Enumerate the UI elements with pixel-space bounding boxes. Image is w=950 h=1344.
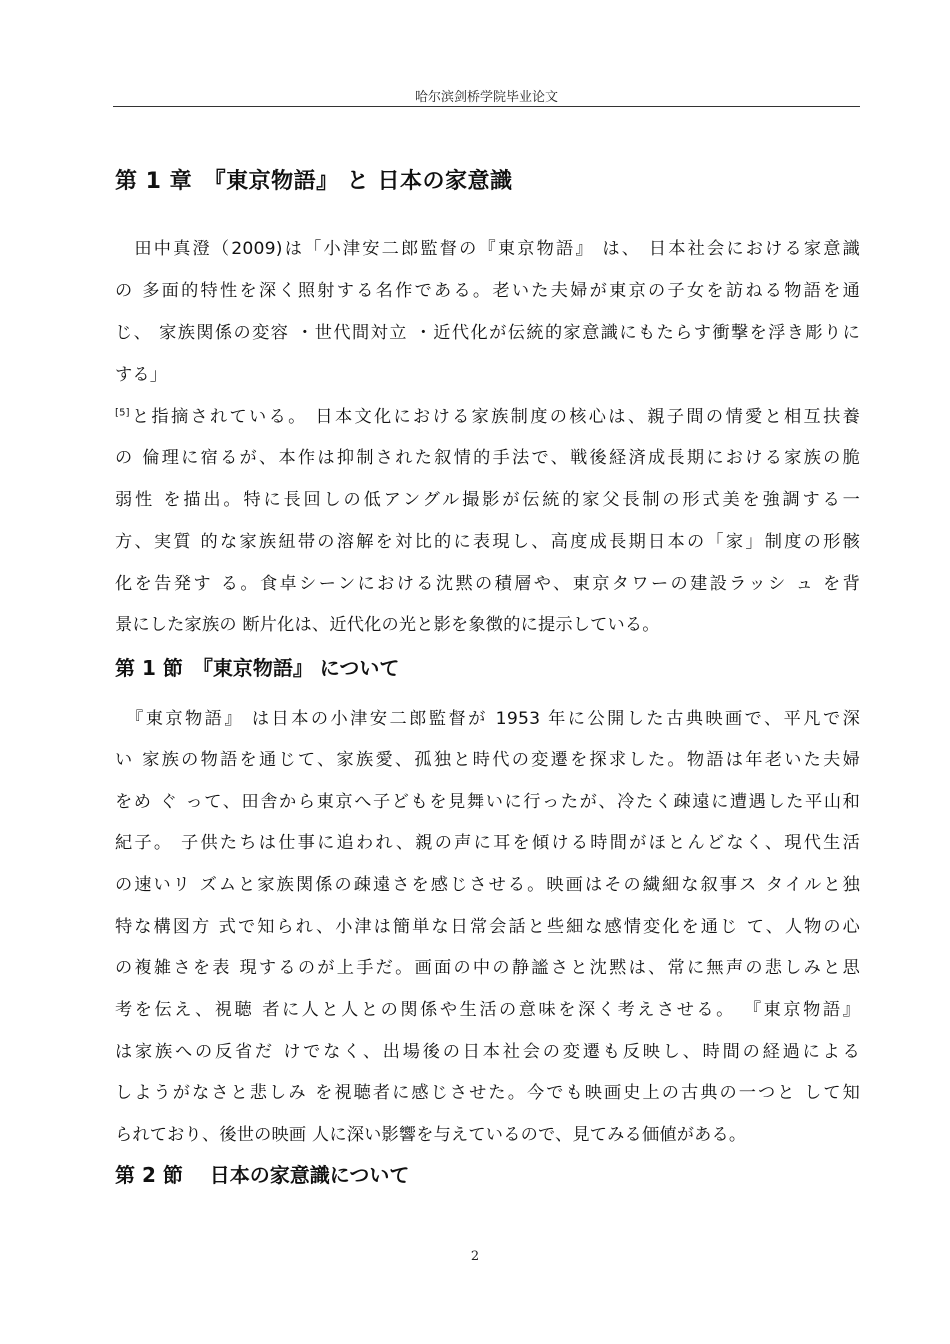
paragraph-line: 弱性 を描出。特に長回しの低アングル撮影が伝統的家父長制の形式美を強調する一 <box>115 490 860 510</box>
paragraph-line: の 多面的特性を深く照射する名作である。老いた夫婦が東京の子女を訪ねる物語を通 <box>115 281 860 301</box>
paragraph-line: 特な構図方 式で知られ、小津は簡単な日常会話と些細な感情変化を通じ て、人物の心 <box>115 917 860 937</box>
paragraph-line-with-citation <box>115 402 860 427</box>
header-rule <box>113 106 860 107</box>
paragraph-line: 考を伝え、視聴 者に人と人との関係や生活の意味を深く考えさせる。 『東京物語』 <box>115 1000 860 1020</box>
running-header: 哈尔滨剑桥学院毕业论文 <box>414 90 558 105</box>
paragraph-line: をめ ぐ って、田舎から東京へ子どもを見舞いに行ったが、冷たく疎遠に遭遇した平山和 <box>115 792 860 812</box>
paragraph-line: の 倫理に宿るが、本作は抑制された叙情的手法で、戦後経済成長期における家族の脆 <box>115 448 860 468</box>
paragraph-line: の複雑さを表 現するのが上手だ。画面の中の静謐さと沈黙は、常に無声の悲しみと思 <box>115 958 860 978</box>
paragraph-line: する」 <box>115 365 168 385</box>
paragraph-line: しようがなさと悲しみ を視聴者に感じさせた。今でも映画史上の古典の一つと して知 <box>115 1083 860 1103</box>
citation-mark: [5] <box>115 407 130 419</box>
paragraph-line: 化を告発す る。食卓シーンにおける沈黙の積層や、東京タワーの建設ラッシ ュ を背 <box>115 574 860 594</box>
page-number: 2 <box>470 1249 480 1264</box>
chapter-title: 第 1 章 『東京物語』 と 日本の家意識 <box>115 169 513 194</box>
paragraph-line: 紀子。 子供たちは仕事に追われ、親の声に耳を傾ける時間がほとんどなく、現代生活 <box>115 833 860 853</box>
section-2-title: 第 2 節 日本の家意識について <box>115 1163 410 1187</box>
paragraph-line: は家族への反省だ けでなく、出場後の日本社会の変遷も反映し、時間の経過による <box>115 1042 860 1062</box>
paragraph-line: の速いリ ズムと家族関係の疎遠さを感じさせる。映画はその繊細な叙事ス タイルと独 <box>115 875 860 895</box>
section-1-title: 第 1 節 『東京物語』 について <box>115 656 400 680</box>
paragraph-line: 田中真澄（2009)は「小津安二郎監督の『東京物語』 は、 日本社会における家意識 <box>115 239 860 259</box>
paragraph-line: られており、後世の映画 人に深い影響を与えているので、見てみる価値がある。 <box>115 1125 747 1145</box>
paragraph-line: 方、実質 的な家族紐帯の溶解を対比的に表現し、高度成長期日本の「家」制度の形骸 <box>115 532 860 552</box>
paragraph-line: 景にした家族の 断片化は、近代化の光と影を象徴的に提示している。 <box>115 615 660 635</box>
citation-line-text: と指摘されている。 日本文化における家族制度の核心は、親子間の情愛と相互扶養 <box>129 407 860 427</box>
paragraph-line: 『東京物語』 は日本の小津安二郎監督が 1953 年に公開した古典映画で、平凡で深 <box>115 709 860 729</box>
paragraph-line: い 家族の物語を通じて、家族愛、孤独と時代の変遷を探求した。物語は年老いた夫婦 <box>115 750 860 770</box>
paragraph-line: じ、 家族関係の変容 ・世代間対立 ・近代化が伝統的家意識にもたらす衝撃を浮き彫りに <box>115 323 860 343</box>
